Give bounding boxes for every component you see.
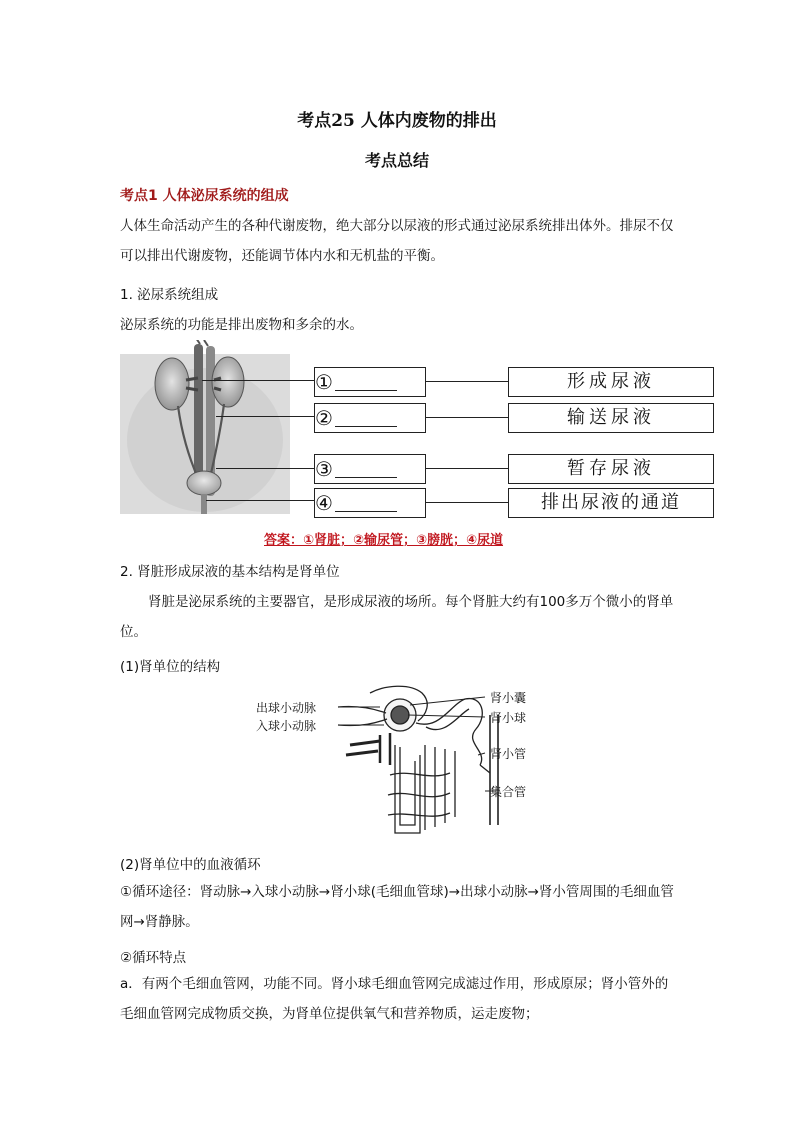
label-afferent-arteriole: 入球小动脉 xyxy=(256,719,317,733)
label-collecting-duct: 集合管 xyxy=(490,785,527,799)
item2-paragraph: 肾脏是泌尿系统的主要器官，是形成尿液的场所。每个肾脏大约有100多万个微小的肾单位。 xyxy=(120,594,674,640)
blank-number-3: ③ xyxy=(315,457,333,481)
function-box-2: 输送尿液 xyxy=(508,403,714,433)
function-box-1: 形成尿液 xyxy=(508,367,714,397)
item1-text: 泌尿系统的功能是排出废物和多余的水。 xyxy=(120,317,363,333)
blank-number-1: ① xyxy=(315,370,333,394)
sub1-heading: (1)肾单位的结构 xyxy=(120,659,221,675)
circulation-features-heading: ②循环特点 xyxy=(120,950,187,966)
blank-box-1 xyxy=(314,367,426,397)
page-subtitle: 考点总结 xyxy=(364,151,429,170)
blank-box-2 xyxy=(314,403,426,433)
label-glomerulus: 肾小球 xyxy=(490,711,527,725)
blank-number-4: ④ xyxy=(315,491,333,515)
blank-box-3 xyxy=(314,454,426,484)
nephron-diagram xyxy=(250,685,550,840)
sub2-heading: (2)肾单位中的血液循环 xyxy=(120,857,261,873)
circulation-path: ①循环途径：肾动脉→入球小动脉→肾小球(毛细血管球)→出球小动脉→肾小管周围的毛细血管网→肾静脉。 xyxy=(120,884,674,930)
label-efferent-arteriole: 出球小动脉 xyxy=(256,701,317,715)
label-renal-capsule: 肾小囊 xyxy=(490,691,527,705)
urinary-system-diagram xyxy=(120,340,720,518)
answer-line: 答案：①肾脏；②输尿管；③膀胱；④尿道 xyxy=(264,533,504,548)
blank-box-4 xyxy=(314,488,426,518)
item1-heading: 1. 泌尿系统组成 xyxy=(120,287,219,303)
intro-paragraph: 人体生命活动产生的各种代谢废物，绝大部分以尿液的形式通过泌尿系统排出体外。排尿不仅可以排出代谢废物，还能调节体内水和无机盐的平衡。 xyxy=(120,218,674,264)
function-box-4: 排出尿液的通道 xyxy=(508,488,714,518)
item2-heading: 2. 肾脏形成尿液的基本结构是肾单位 xyxy=(120,564,340,580)
page-title: 考点25 人体内废物的排出 xyxy=(297,111,497,131)
function-box-3: 暂存尿液 xyxy=(508,454,714,484)
label-renal-tubule: 肾小管 xyxy=(490,747,527,761)
circulation-feature-a: a．有两个毛细血管网，功能不同。肾小球毛细血管网完成滤过作用，形成原尿；肾小管外的毛细血管网完成物质交换，为肾单位提供氧气和营养物质，运走废物； xyxy=(120,976,669,1022)
blank-number-2: ② xyxy=(315,406,333,430)
section-heading-1: 考点1 人体泌尿系统的组成 xyxy=(120,188,289,204)
